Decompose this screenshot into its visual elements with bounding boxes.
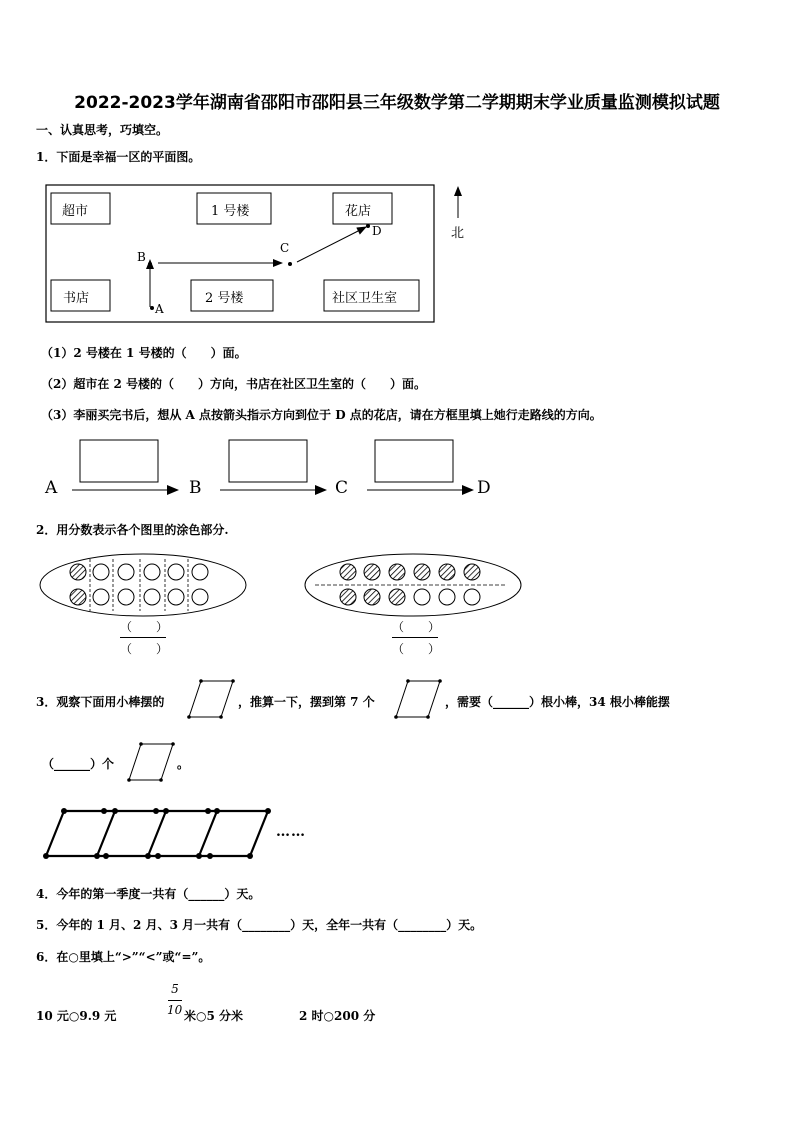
figure-1-circle [192, 564, 208, 580]
figure-1-circle [93, 564, 109, 580]
figure-1-circle [93, 589, 109, 605]
fraction-answer-1[interactable] [120, 618, 169, 657]
figure-2-circle [414, 589, 430, 605]
question-4: 4．今年的第一季度一共有（______）天。 [36, 887, 261, 901]
map-label-building-2: 2 号楼 [205, 291, 244, 306]
figure-2-circle [340, 589, 356, 605]
page-title: 2022-2023学年湖南省邵阳市邵阳县三年级数学第二学期期末学业质量监测模拟试题 [74, 93, 720, 113]
figure-2-circle [414, 564, 430, 580]
question-3-text-c: ，需要（______）根小棒，34 根小棒能摆 [445, 695, 670, 709]
question-1-sub-1: （1）2 号楼在 1 号楼的（ ）面。 [41, 346, 247, 360]
fraction-figures [0, 547, 794, 627]
figure-2-circle [439, 564, 455, 580]
map-point-d: D [372, 224, 382, 238]
figure-1-circle [118, 564, 134, 580]
figure-2-circle [389, 564, 405, 580]
figure-1-circle [70, 589, 86, 605]
map-label-bookstore: 书店 [63, 291, 90, 306]
question-6-stem: 6．在○里填上“>”“<”或“=”。 [36, 950, 211, 964]
fraction-numerator: 5 [171, 982, 179, 996]
map-point-a: A [155, 302, 164, 316]
fraction-2-numerator: （ ） [392, 620, 441, 634]
route-point-c: C [335, 478, 349, 498]
fraction-answer-2[interactable] [392, 618, 441, 657]
figure-1-circle [118, 589, 134, 605]
figure-2-circle [439, 589, 455, 605]
map-label-flower-shop: 花店 [345, 204, 372, 219]
figure-1-circle [70, 564, 86, 580]
fraction-1-numerator: （ ） [120, 620, 169, 634]
map-label-clinic: 社区卫生室 [332, 291, 398, 306]
figure-1-circle [168, 564, 184, 580]
fraction-2-denominator: （ ） [392, 642, 441, 656]
map-label-supermarket: 超市 [62, 204, 89, 219]
question-3-text-d: （______）个 [42, 757, 115, 771]
question-1-sub-2: （2）超市在 2 号楼的（ ）方向，书店在社区卫生室的（ ）面。 [41, 377, 427, 391]
figure-2-circle [389, 589, 405, 605]
question-1-stem: 1．下面是幸福一区的平面图。 [36, 150, 201, 164]
figure-2-circle [340, 564, 356, 580]
map-label-building-1: 1 号楼 [211, 204, 250, 219]
figure-1-circle [144, 589, 160, 605]
figure-1-circle [144, 564, 160, 580]
parallelogram-icon [126, 741, 176, 783]
figure-2-circle [364, 564, 380, 580]
question-1-sub-3: （3）李丽买完书后，想从 A 点按箭头指示方向到位于 D 点的花店，请在方框里填上她行走路线的方向。 [41, 408, 602, 422]
section-heading: 一、认真思考，巧填空。 [36, 123, 169, 137]
route-drawing [0, 438, 794, 498]
comparison-item-3: 2 时○200 分 [299, 1009, 376, 1023]
fraction-denominator: 10 [167, 1003, 183, 1017]
map-point-c: C [280, 241, 290, 255]
question-3-text-b: ，推算一下，摆到第 7 个 [238, 695, 375, 709]
figure-1-circle [168, 589, 184, 605]
comparison-item-1: 10 元○9.9 元 [36, 1009, 117, 1023]
figure-2-circle [464, 589, 480, 605]
comparison-item-2: 米○5 分米 [184, 1009, 243, 1023]
fraction-1-denominator: （ ） [120, 642, 169, 656]
parallelogram-icon [393, 678, 443, 720]
fraction-bar [168, 1000, 182, 1001]
question-5: 5．今年的 1 月、2 月、3 月一共有（________）天，全年一共有（________）天。 [36, 918, 483, 932]
parallelogram-icon [186, 678, 236, 720]
question-3-text-e: 。 [177, 757, 190, 771]
figure-1-circle [192, 589, 208, 605]
figure-2-circle [364, 589, 380, 605]
continuation-dots: …… [276, 824, 306, 840]
question-3-text-a: 3．观察下面用小棒摆的 [36, 695, 165, 709]
question-2-stem: 2．用分数表示各个图里的涂色部分. [36, 523, 229, 537]
route-point-d: D [477, 478, 491, 498]
north-label: 北 [451, 226, 465, 241]
figure-2-circle [464, 564, 480, 580]
route-point-b: B [189, 478, 202, 498]
map-point-b: B [137, 250, 146, 264]
route-point-a: A [45, 478, 58, 498]
